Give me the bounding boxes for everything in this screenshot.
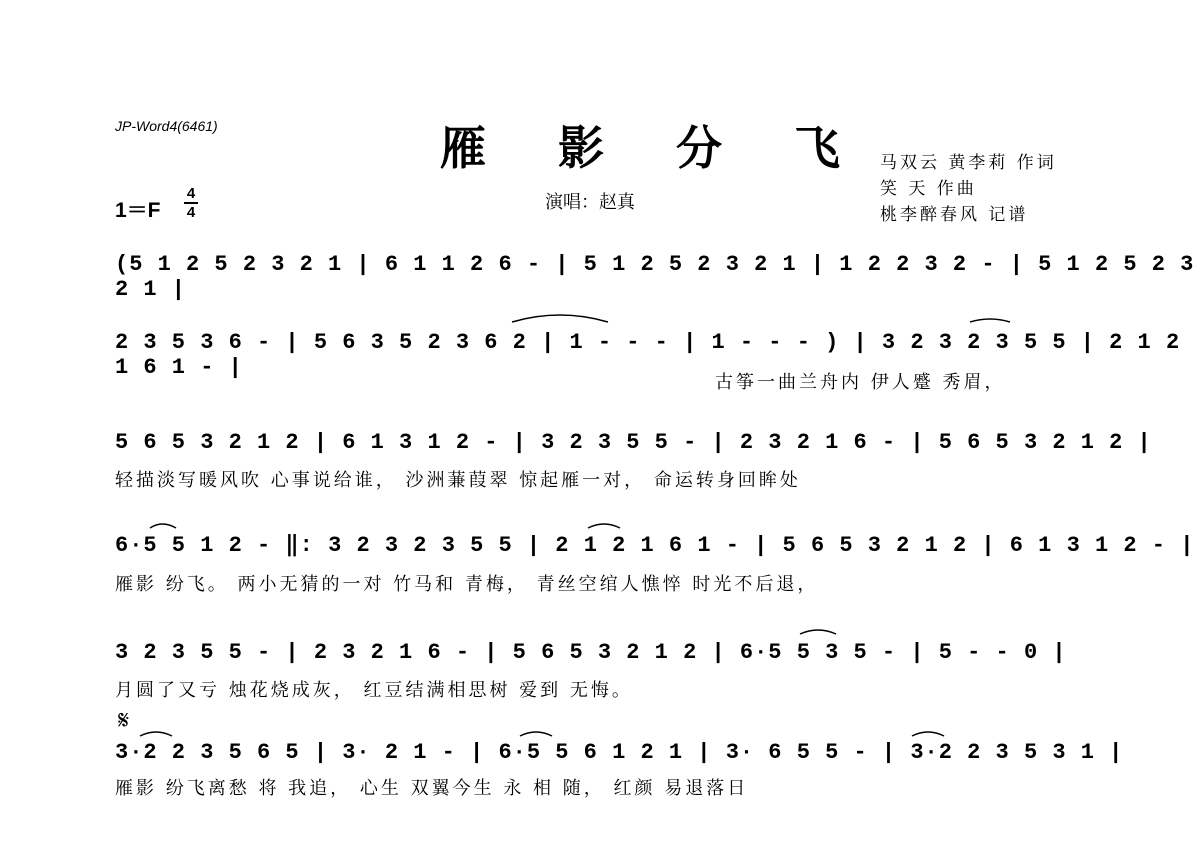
singer-credit: 演唱：赵真 <box>545 192 635 213</box>
lyricist-credit: 马双云 黄李莉 作词 <box>880 153 1057 173</box>
lyrics-line-4: 雁影 纷飞。 两小无猜的一对 竹马和 青梅， 青丝空绾人憔悴 时光不后退， <box>115 574 819 595</box>
notation-line-2: 2 3 5 3 6 - | 5 6 3 5 2 3 6 2 | 1 - - - | 1 - - - ) | 3 2 3 2 3 5 5 | 2 1 2 1 6 1 - | <box>115 330 1181 380</box>
notation-line-1: (5 1 2 5 2 3 2 1 | 6 1 1 2 6 - | 5 1 2 5 2 3 2 1 | 1 2 2 3 2 - | 5 1 2 5 2 3 2 1 | <box>115 252 1195 302</box>
slur-mark <box>520 732 552 736</box>
notation-line-5: 3 2 3 5 5 - | 2 3 2 1 6 - | 5 6 5 3 2 1 2 | 6·5 5 3 5 - | 5 - - 0 | <box>115 640 1067 665</box>
notation-line-3: 5 6 5 3 2 1 2 | 6 1 3 1 2 - | 3 2 3 5 5 - | 2 3 2 1 6 - | 5 6 5 3 2 1 2 | <box>115 430 1152 455</box>
slur-mark <box>512 315 608 322</box>
notation-line-6: 3·2 2 3 5 6 5 | 3· 2 1 - | 6·5 5 6 1 2 1 | 3· 6 5 5 - | 3·2 2 3 5 3 1 | <box>115 740 1124 765</box>
key-signature: 1＝F <box>115 199 161 222</box>
slur-mark <box>800 630 836 634</box>
lyrics-line-6: 雁影 纷飞离愁 将 我追， 心生 双翼今生 永 相 随， 红颜 易退落日 <box>115 778 749 799</box>
time-signature-top: 4 <box>186 185 196 202</box>
app-label: JP-Word4(6461) <box>115 118 218 134</box>
song-title: 雁 影 分 飞 <box>440 121 869 175</box>
slur-mark <box>912 732 944 736</box>
lyrics-line-5: 月圆了又亏 烛花烧成灰， 红豆结满相思树 爱到 无悔。 <box>115 680 633 701</box>
time-signature-bottom: 4 <box>186 204 196 221</box>
slur-mark <box>140 732 172 736</box>
segno-sign: 𝄋 <box>118 706 130 736</box>
slur-mark <box>150 524 176 528</box>
composer-credit: 笑 天 作曲 <box>880 179 977 199</box>
notation-line-4: 6·5 5 1 2 - ‖: 3 2 3 2 3 5 5 | 2 1 2 1 6 1 - | 5 6 5 3 2 1 2 | 6 1 3 1 2 - | <box>115 533 1195 558</box>
transcriber-credit: 桃李醉春风 记谱 <box>880 205 1029 225</box>
lyrics-line-3: 轻描淡写暖风吹 心事说给谁， 沙洲蒹葭翠 惊起雁一对， 命运转身回眸处 <box>115 470 801 491</box>
slur-mark <box>970 319 1010 322</box>
lyrics-line-2: 古筝一曲兰舟内 伊人蹙 秀眉， <box>715 372 1006 393</box>
slur-mark <box>588 524 620 528</box>
